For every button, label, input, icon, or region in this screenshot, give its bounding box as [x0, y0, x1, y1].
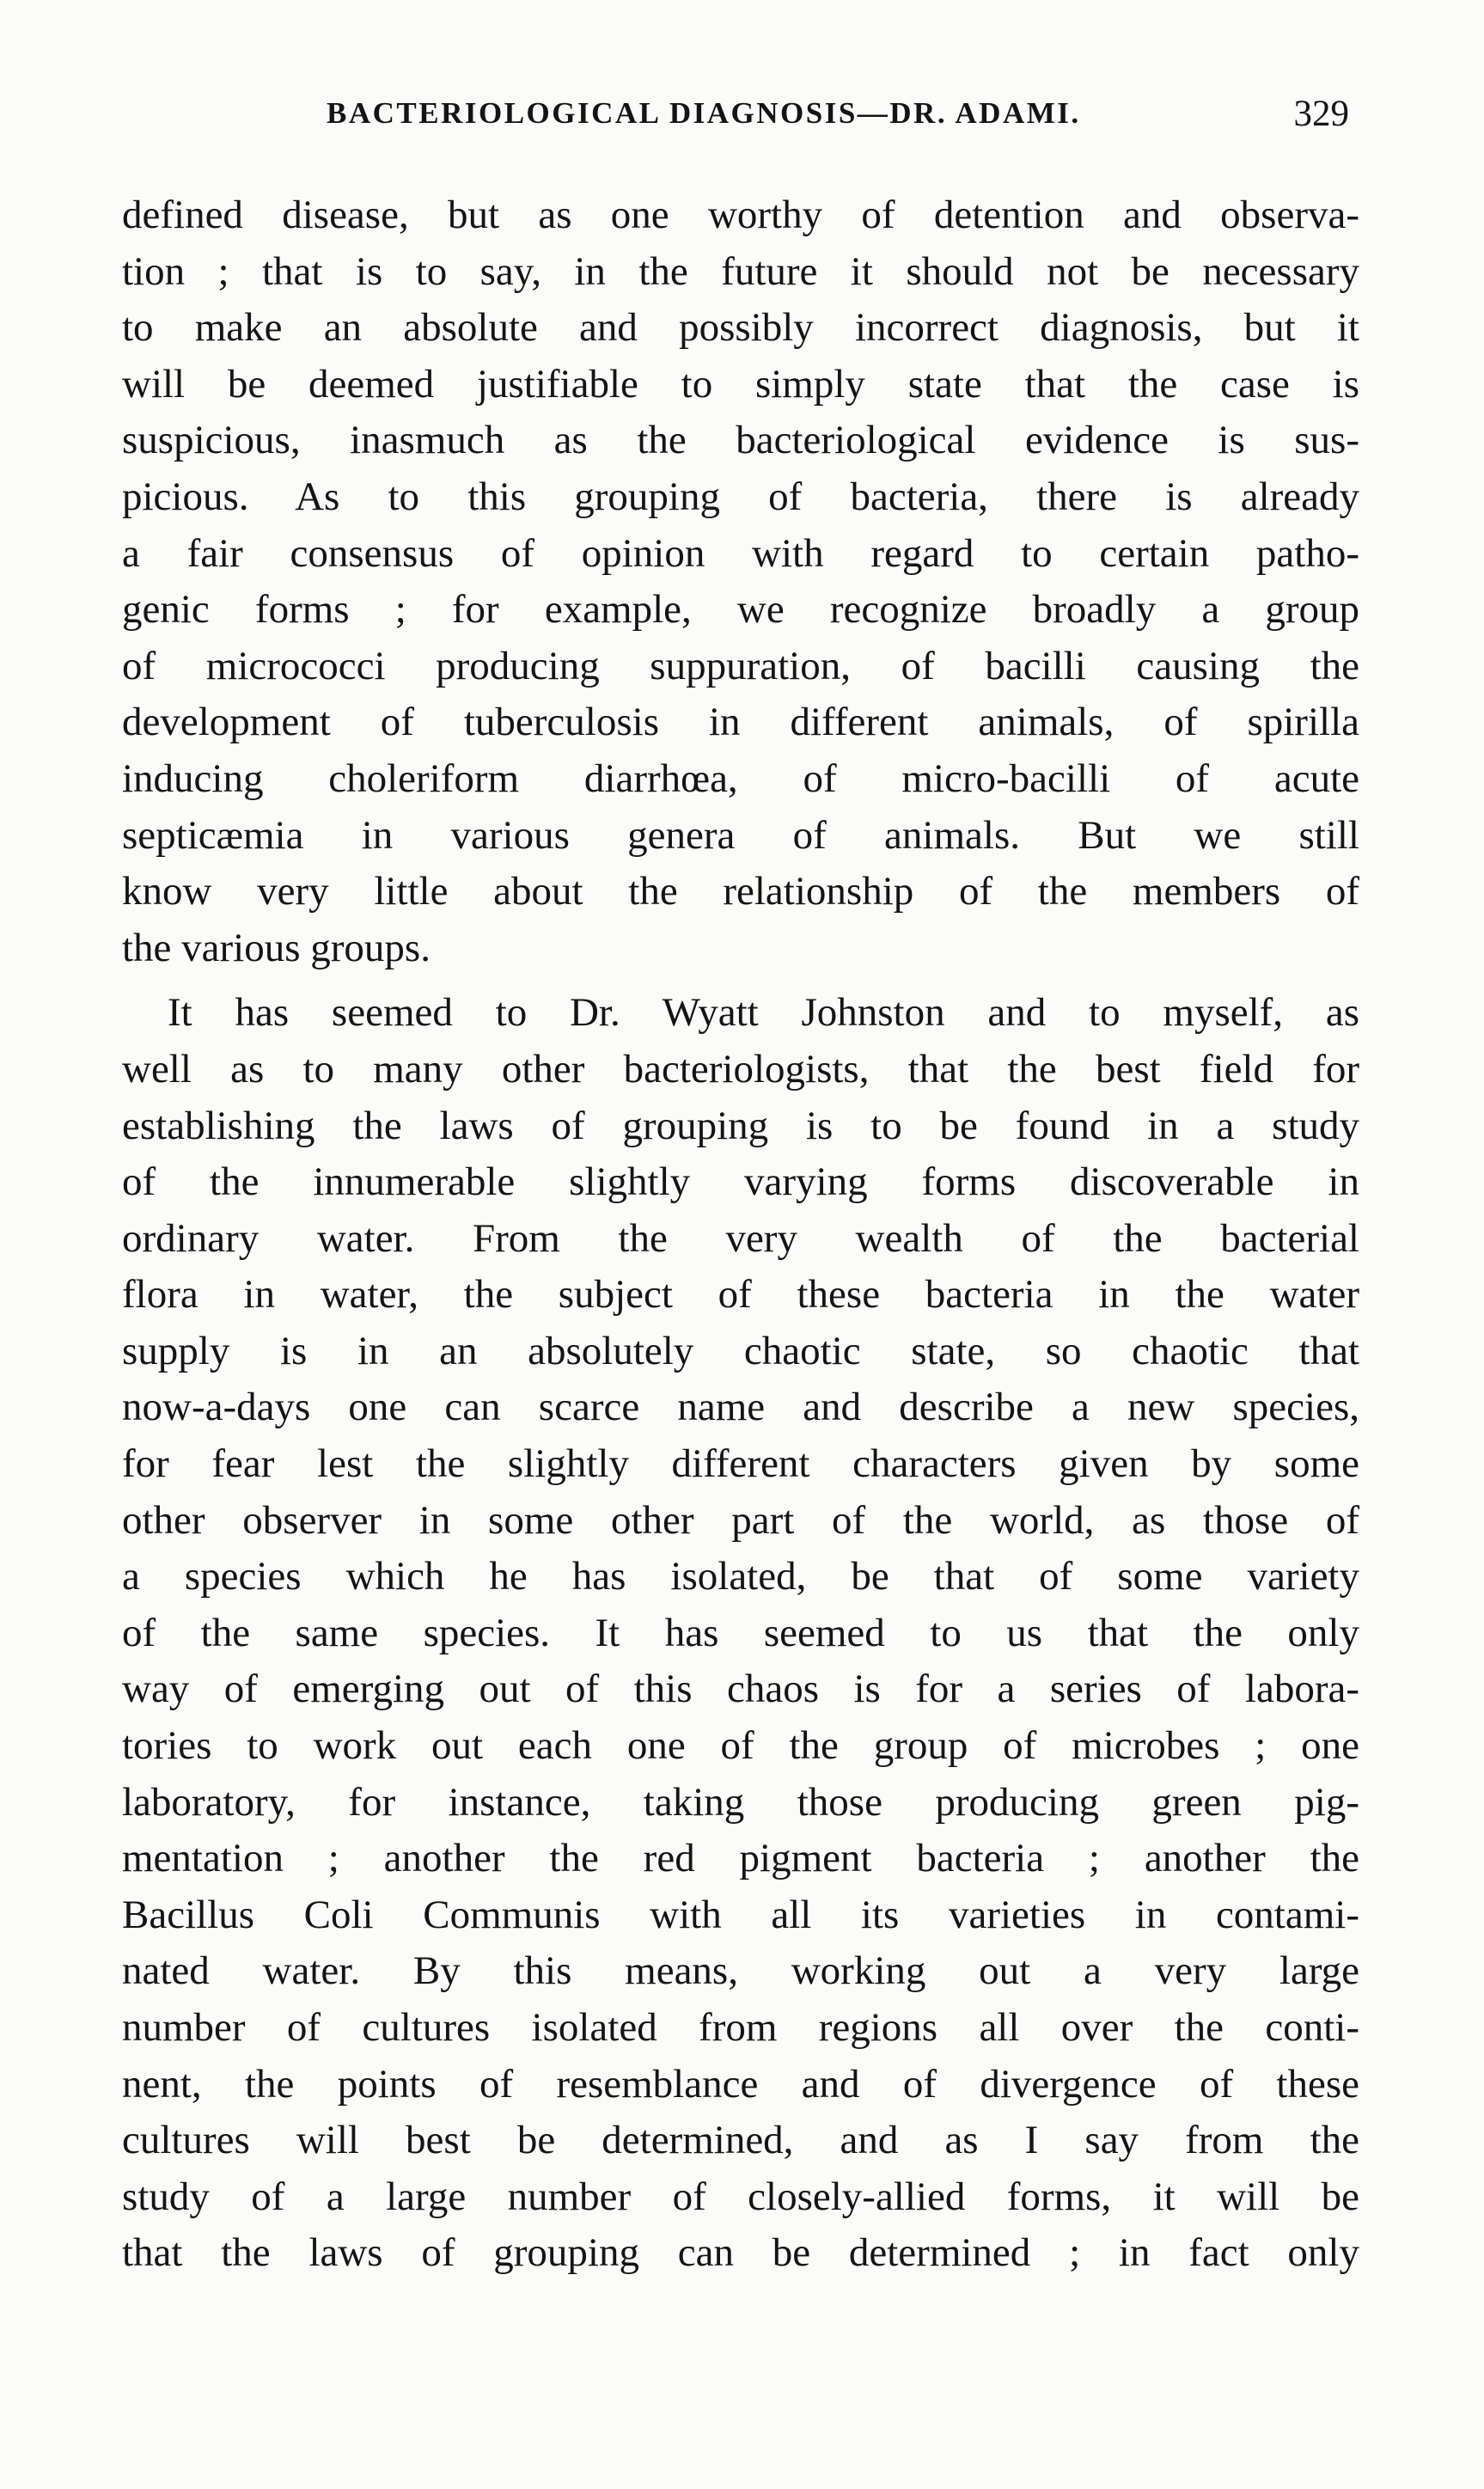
text-line: that the laws of grouping can be determined ; in fact only	[122, 2230, 1359, 2276]
text-line: defined disease, but as one worthy of detention and observa-	[122, 193, 1359, 237]
text-line: of micrococci producing suppuration, of bacilli causing the	[122, 643, 1359, 688]
text-line: picious. As to this grouping of bacteria, there is already	[122, 474, 1359, 519]
text-line: development of tuberculosis in different animals, of spirilla	[122, 700, 1359, 745]
text-line: mentation ; another the red pigment bacteria ; another the	[122, 1836, 1359, 1881]
text-line: septicæmia in various genera of animals. But we still	[122, 812, 1359, 858]
text-line: study of a large number of closely-allied forms, it will be	[122, 2174, 1359, 2219]
text-line: a species which he has isolated, be that of some variety	[122, 1554, 1359, 1599]
text-line: nated water. By this means, working out a very large	[122, 1948, 1359, 1994]
text-line: supply is in an absolutely chaotic state, so chaotic that	[122, 1328, 1359, 1373]
text-line: will be deemed justifiable to simply state that the case is	[122, 361, 1359, 407]
text-line: other observer in some other part of the world, as those of	[122, 1497, 1359, 1543]
body-text	[122, 187, 1359, 2282]
running-head	[120, 96, 1366, 148]
text-line: to make an absolute and possibly incorrect diagnosis, but it	[122, 305, 1359, 351]
text-line: of the same species. It has seemed to us that the only	[122, 1610, 1359, 1655]
text-line: It has seemed to Dr. Wyatt Johnston and to myself, as	[168, 990, 1359, 1036]
running-head-title: BACTERIOLOGICAL DIAGNOSIS—DR. ADAMI.	[327, 96, 1081, 130]
text-line: Bacillus Coli Communis with all its varieties in contami-	[122, 1892, 1359, 1937]
text-line: well as to many other bacteriologists, that the best field for	[122, 1046, 1359, 1092]
text-line: genic forms ; for example, we recognize broadly a group	[122, 587, 1359, 633]
text-line: a fair consensus of opinion with regard to certain patho-	[122, 530, 1359, 576]
text-line: of the innumerable slightly varying forms discoverable in	[122, 1159, 1359, 1205]
text-line: ordinary water. From the very wealth of the bacterial	[122, 1215, 1359, 1261]
text-line: way of emerging out of this chaos is for a series of labora-	[122, 1666, 1359, 1712]
text-line: the various groups.	[122, 925, 431, 970]
paragraph-gap	[122, 976, 1359, 985]
text-line: for fear lest the slightly different characters given by some	[122, 1441, 1359, 1487]
text-line: suspicious, inasmuch as the bacteriological evidence is sus-	[122, 418, 1359, 463]
text-line: number of cultures isolated from regions all over the conti-	[122, 2005, 1359, 2050]
paragraph	[122, 187, 1359, 976]
text-line: establishing the laws of grouping is to be found in a study	[122, 1103, 1359, 1148]
text-line: laboratory, for instance, taking those producing green pig-	[122, 1779, 1359, 1825]
text-line: now-a-days one can scarce name and describe a new species,	[122, 1385, 1359, 1430]
page-number: 329	[1293, 94, 1349, 134]
text-line: nent, the points of resemblance and of divergence of these	[122, 2061, 1359, 2107]
text-line: know very little about the relationship of the members of	[122, 869, 1359, 914]
paragraph	[122, 985, 1359, 2282]
text-line: inducing choleriform diarrhœa, of micro-bacilli of acute	[122, 755, 1359, 801]
text-line: cultures will best be determined, and as I say from the	[122, 2118, 1359, 2163]
text-line: tories to work out each one of the group of microbes ; one	[122, 1723, 1359, 1769]
text-line: tion ; that is to say, in the future it should not be necessary	[122, 248, 1359, 294]
text-line: flora in water, the subject of these bacteria in the water	[122, 1272, 1359, 1318]
